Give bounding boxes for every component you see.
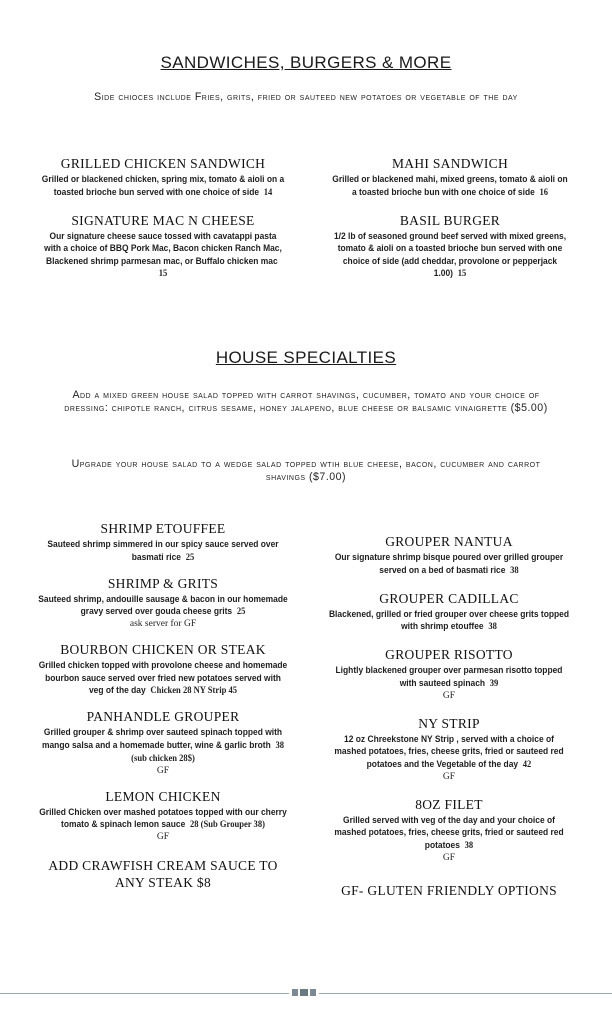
item-description (38, 726, 288, 765)
menu-item (314, 797, 584, 864)
item-description (38, 593, 288, 619)
item-description-text: Grilled Chicken over mashed potatoes topped with our cherry tomato & spinach lemon sauce (39, 805, 287, 829)
item-price: 15 (158, 269, 168, 279)
item-description-text: Sauteed shrimp simmered in our spicy sauce served over basmati rice (47, 538, 279, 562)
item-gf-tag: GF (442, 690, 456, 701)
item-price: 16 (539, 187, 549, 198)
item-price: 14 (263, 187, 273, 198)
item-description (331, 230, 569, 281)
item-name: NY STRIP (418, 715, 480, 731)
gluten-friendly-legend: GF- GLUTEN FRIENDLY OPTIONS (341, 882, 557, 898)
item-name: GRILLED CHICKEN SANDWICH (60, 156, 266, 171)
item-price: 25 (185, 552, 195, 563)
section-title-specialties: HOUSE SPECIALTIES (215, 348, 397, 367)
item-name: LEMON CHICKEN (105, 788, 221, 804)
menu-item (24, 709, 302, 777)
menu-item (318, 156, 582, 199)
item-price: 28 (Sub Grouper 38) (189, 820, 265, 830)
item-price: 38 (488, 622, 497, 632)
item-description-text: Grilled or blackened chicken, spring mix, tomato & aioli on a toasted brioche bun served with one choice of side (41, 173, 285, 197)
menu-item (28, 213, 298, 281)
item-name: 8OZ FILET (415, 796, 483, 812)
item-gf-tag: GF (442, 771, 456, 782)
menu-item (318, 213, 582, 281)
item-price: 42 (522, 759, 532, 770)
wedge-salad-note: Upgrade your house salad to a wedge salad topped wtih blue cheese, bacon, cucumber and carrot shavings ($7.00) (71, 458, 541, 483)
item-name: GROUPER NANTUA (385, 534, 513, 549)
item-description-text: Our signature cheese sauce tossed with cavatappi pasta with a choice of BBQ Pork Mac, Bacon chicken Ranch Mac, Blackened shrimp parmesan mac, or Buffalo chicken mac (44, 229, 282, 266)
item-description (331, 173, 569, 199)
item-description (38, 806, 288, 832)
item-name: MAHI SANDWICH (391, 156, 509, 171)
specialties-right-column (314, 534, 584, 899)
menu-item (314, 647, 584, 702)
item-name: SHRIMP ETOUFFEE (100, 521, 226, 536)
item-description (42, 230, 285, 281)
item-description (328, 664, 571, 690)
item-name: SHRIMP & GRITS (107, 575, 219, 591)
side-choices-note: Side chioces include Fries, grits, fried or sauteed new potatoes or vegetable of the day (94, 91, 518, 103)
menu-item (24, 789, 302, 844)
item-description (38, 659, 288, 697)
menu-item (314, 591, 584, 634)
item-description (328, 733, 571, 771)
item-price: 39 (489, 678, 499, 689)
item-name: GROUPER RISOTTO (385, 647, 513, 662)
item-description (328, 814, 571, 852)
item-description (42, 173, 285, 199)
menu-item (28, 156, 298, 199)
item-description (328, 608, 571, 634)
item-description-text: Grilled or blackened mahi, mixed greens, tomato & aioli on a toasted brioche bun with one choice of side (332, 173, 568, 197)
item-description-text: Blackened, grilled or fried grouper over cheese grits topped with shrimp etouffee (328, 607, 570, 631)
item-gf-tag: GF (156, 765, 170, 776)
item-description-text: 1/2 lb of seasoned ground beef served with mixed greens, tomato & aioli on a toasted brioche bun served with one choice of side (add cheddar, provolone or pepperjack 1.00) (333, 229, 567, 278)
item-description-text: Grilled grouper & shrimp over sauteed spinach topped with mango salsa and a homemade butter, wine & garlic broth (41, 726, 283, 750)
menu-item (24, 642, 302, 697)
item-description-text: Grilled served with veg of the day and your choice of mashed potatoes, fries, cheese grits, fried or sauteed red potatoes (334, 813, 564, 850)
item-note: ask server for GF (129, 619, 197, 629)
section-title-sandwiches: SANDWICHES, BURGERS & MORE (160, 53, 452, 72)
item-description-text: Our signature shrimp bisque poured over grilled grouper served on a bed of basmati rice (334, 551, 564, 575)
item-name: GROUPER CADILLAC (379, 590, 519, 606)
item-price: 38 (sub chicken 28$) (131, 740, 285, 764)
item-description (38, 538, 288, 564)
item-price: 38 (510, 565, 519, 576)
menu-item (314, 534, 584, 577)
menu-item (314, 716, 584, 783)
item-gf-tag: GF (442, 852, 456, 863)
menu-item (24, 576, 302, 631)
item-name: BASIL BURGER (399, 212, 501, 228)
item-price: 38 (464, 840, 474, 851)
item-name: PANHANDLE GROUPER (86, 709, 240, 724)
crawfish-sauce-addon: ADD CRAWFISH CREAM SAUCE TO ANY STEAK $8 (48, 858, 278, 890)
item-gf-tag: GF (156, 832, 170, 842)
item-price: 25 (236, 607, 246, 617)
item-price: 15 (457, 269, 467, 279)
item-description-text: Grilled chicken topped with provolone cheese and homemade bourbon sauce served over fried new potatoes served with veg of the day (38, 659, 288, 695)
item-description-text: 12 oz Chreekstone NY Strip , served with a choice of mashed potatoes, fries, cheese grits, fried or sauteed red potatoes and the Vegetable of the day (334, 732, 564, 769)
specialties-left-column (24, 521, 302, 891)
menu-item (24, 521, 302, 564)
house-salad-note: Add a mixed green house salad topped with carrot shavings, cucumber, tomato and your choice of dressing: chipotle ranch, citrus sesame, honey jalapeno, blue cheese or balsamic vinaigrette ($5.00) (64, 389, 548, 414)
sandwiches-right-column (318, 156, 582, 280)
sandwiches-left-column (28, 156, 298, 280)
item-price: Chicken 28 NY Strip 45 (150, 686, 238, 696)
item-description (328, 551, 571, 577)
item-name: BOURBON CHICKEN OR STEAK (60, 642, 266, 657)
footer-ornament-icon (289, 989, 319, 997)
item-name: SIGNATURE MAC N CHEESE (71, 212, 255, 228)
item-description-text: Lightly blackened grouper over parmesan risotto topped with sauteed spinach (335, 664, 563, 688)
item-description-text: Sauteed shrimp, andouille sausage & bacon in our homemade gravy served over gouda cheese grits (38, 592, 288, 616)
